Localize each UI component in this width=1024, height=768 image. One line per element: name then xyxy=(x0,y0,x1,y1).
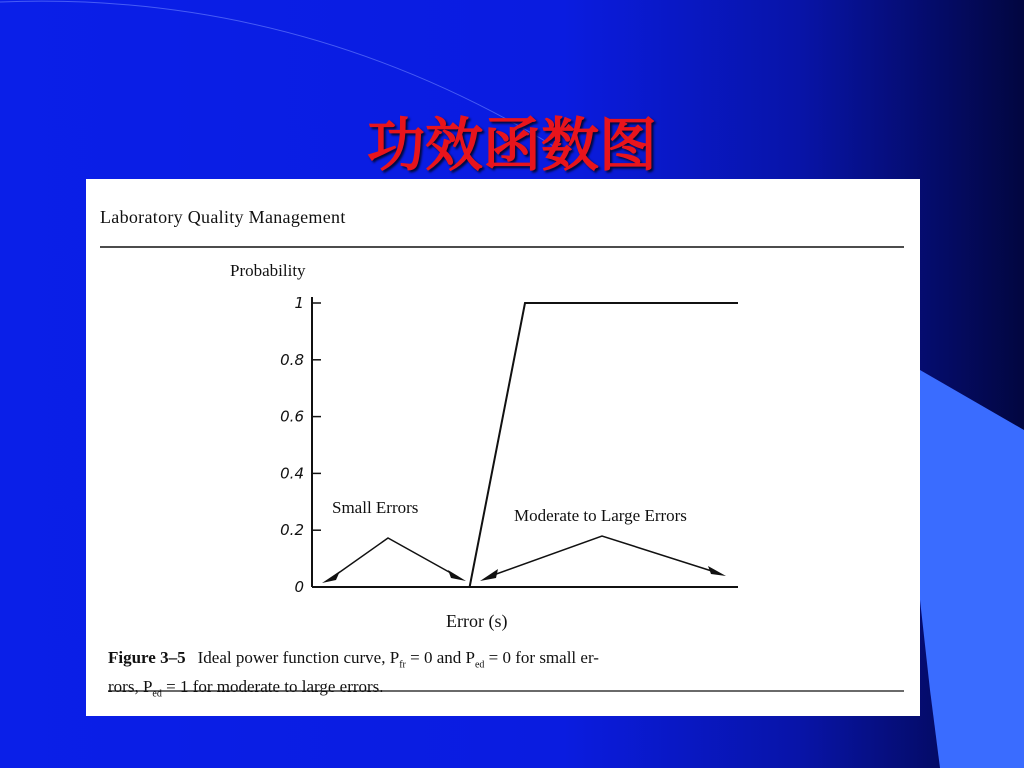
annotation-large-errors: Moderate to Large Errors xyxy=(514,506,687,525)
series-line xyxy=(312,303,738,587)
y-axis-title: Probability xyxy=(230,261,306,280)
caption-subscript: ed xyxy=(474,659,485,671)
caption-text: rors, P xyxy=(108,677,153,697)
annotation-small-errors: Small Errors xyxy=(332,498,419,517)
figure-panel xyxy=(86,179,920,716)
y-tick-label: 0.6 xyxy=(280,407,304,426)
y-tick-label: 0.8 xyxy=(280,350,304,369)
y-tick-label: 0 xyxy=(294,578,304,596)
figure-number: Figure 3–5 xyxy=(108,648,186,667)
arrowhead-right-1 xyxy=(448,570,466,581)
figure-caption xyxy=(108,647,908,706)
y-tick-label: 0.4 xyxy=(280,464,304,483)
caption-subscript: ed xyxy=(152,688,162,700)
caption-text: Ideal power function curve, P xyxy=(197,648,400,667)
y-ticks xyxy=(280,294,321,596)
caption-text: = 0 and P xyxy=(405,648,475,667)
arrowhead-left-2 xyxy=(480,569,498,581)
large-errors-arrows xyxy=(488,536,718,577)
document-header: Laboratory Quality Management xyxy=(100,207,346,227)
caption-subscript: fr xyxy=(399,659,406,671)
small-errors-arrows xyxy=(330,538,458,579)
accent-shape xyxy=(920,370,1024,768)
arrowhead-right-2 xyxy=(708,566,726,576)
slide-title: 功效函数图 xyxy=(366,111,657,179)
arrowhead-left-1 xyxy=(322,571,340,583)
y-tick-label: 1 xyxy=(294,294,304,312)
caption-text: = 1 for moderate to large errors. xyxy=(161,677,384,697)
y-tick-label: 0.2 xyxy=(280,521,304,540)
x-axis-title: Error (s) xyxy=(446,611,508,631)
caption-text: = 0 for small er- xyxy=(484,648,599,667)
power-function-chart xyxy=(86,179,920,716)
